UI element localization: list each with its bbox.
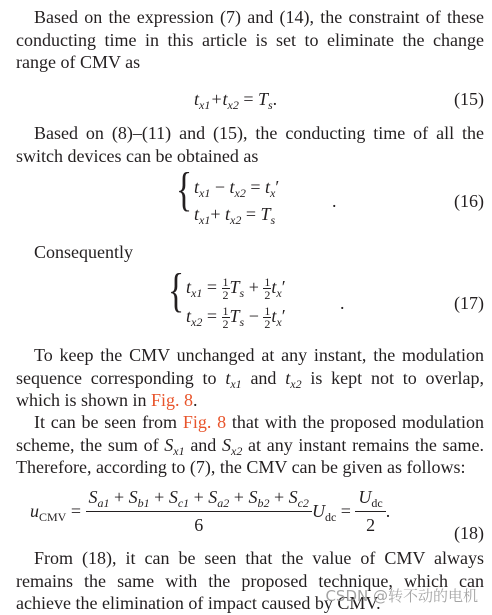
paragraph-text: . xyxy=(193,390,198,410)
paragraph-constraint xyxy=(16,6,484,74)
paragraph-conducting-time xyxy=(16,122,484,167)
paragraph-proposed-scheme xyxy=(16,411,484,479)
math-tx1: $t_{x1}$ xyxy=(225,367,242,391)
paragraph-text: To keep the CMV unchanged at any instant, the modulation sequence corresponding to xyxy=(16,345,484,388)
figure-8-link[interactable]: Fig. 8 xyxy=(151,390,194,410)
equation-16-row-2: $t_{x1}+ t_{x2} = T_s$ xyxy=(194,204,276,227)
equation-18 xyxy=(16,482,484,544)
left-brace: { xyxy=(176,163,193,216)
equation-17-period: . xyxy=(340,293,345,313)
paragraph-text: at any instant remains the same. Therefore, according to (7), the CMV can be given as follows: xyxy=(16,434,484,477)
figure-8-link[interactable]: Fig. 8 xyxy=(182,412,227,432)
paragraph-text: Based on the expression (7) and (14), the constraint of these conducting time in this article is set to eliminate the change range of CMV as xyxy=(16,7,484,72)
equation-15 xyxy=(16,88,484,118)
fraction-half: $\frac{1}{2}$ xyxy=(264,304,271,332)
paragraph-text: It can be seen from xyxy=(34,412,183,432)
paragraph-text: From (18), it can be seen that the value of CMV always remains the same with the proposed technique, which can achieve the elimination of impact caused by CMV. xyxy=(16,548,484,613)
paragraph-consequently xyxy=(34,241,492,264)
equation-number: (18) xyxy=(454,523,484,543)
equation-16-period: . xyxy=(332,191,337,211)
equation-17-row-1: $t_{x1}$ = $\frac{1}{2}$ $T_s$ + $\frac{1}{2}$ $t_x'$ xyxy=(186,275,286,303)
equation-16 xyxy=(16,163,484,232)
fraction-half: $\frac{1}{2}$ xyxy=(222,304,229,332)
equation-number: (16) xyxy=(454,191,484,211)
equation-number: (15) xyxy=(454,89,484,109)
paragraph-text: Consequently xyxy=(34,242,133,262)
udc-half-fraction: $\frac{U_{dc}}{2}$ xyxy=(355,486,385,536)
math-tx2: $t_{x2}$ xyxy=(285,367,302,391)
paragraph-text: is kept not to overlap, which is shown in xyxy=(16,367,484,410)
equation-15-body: $t_{x1}+t_{x2} = T_s$. xyxy=(194,89,278,112)
fraction-half: $\frac{1}{2}$ xyxy=(264,275,271,303)
paragraph-text: that with the proposed modulation scheme, the sum of xyxy=(16,412,485,455)
equation-17-row-2: $t_{x2}$ = $\frac{1}{2}$ $T_s$ − $\frac{1}{2}$ $t_x'$ xyxy=(186,304,286,332)
left-brace: { xyxy=(168,264,185,317)
equation-17 xyxy=(16,264,484,334)
paragraph-text: and xyxy=(241,367,286,388)
equation-16-row-1: $t_{x1} - t_{x2} = t_x'$ xyxy=(194,177,280,200)
equation-18-body: $u_{CMV}$ = $\frac{S_{a1} + S_{b1} + S_{c1} + S_{a2} + S_{b2} + S_{c2}}{6}$ $U_{dc}$ = $\frac{U_{dc}}{2}$ . xyxy=(30,487,391,535)
paragraph-text: and xyxy=(184,434,223,455)
paragraph-text: Based on (8)–(11) and (15), the conducting time of all the switch devices can be obtained as xyxy=(16,123,484,166)
math-sx2: $S_{x2}$ xyxy=(222,434,243,458)
fraction-half: $\frac{1}{2}$ xyxy=(222,275,229,303)
paragraph-modulation-sequence xyxy=(16,344,484,412)
csdn-watermark: CSDN @转不动的电机 xyxy=(325,586,478,605)
equation-number: (17) xyxy=(454,293,484,313)
math-sx1: $S_{x1}$ xyxy=(164,434,185,458)
cmv-fraction: $\frac{S_{a1} + S_{b1} + S_{c1} + S_{a2} + S_{b2} + S_{c2}}{6}$ xyxy=(86,486,312,536)
